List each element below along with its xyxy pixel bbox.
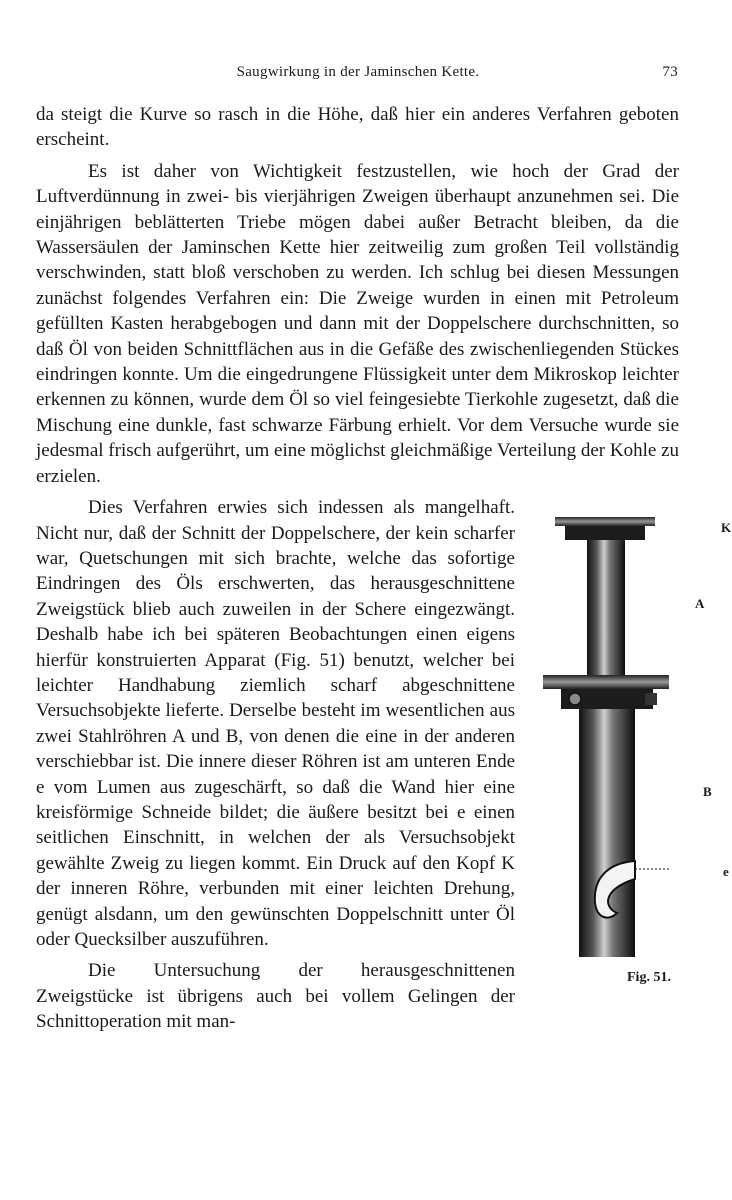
apparatus-illustration	[537, 503, 687, 973]
clamp-nut	[645, 693, 657, 705]
label-e: e	[723, 864, 729, 880]
paragraph-2	[36, 159, 679, 489]
running-title: Saugwirkung in der Jaminschen Kette.	[236, 64, 480, 80]
running-header	[36, 64, 680, 86]
label-a: A	[695, 596, 705, 612]
paragraph-4: Die Untersuchung der herausgeschnittenen Zweigstücke ist übrigens auch bei vollem Gelingen der Schnittoperation mit man-	[36, 960, 515, 1033]
label-b: B	[703, 784, 712, 800]
body-text	[36, 102, 732, 1035]
paragraph-2-figure-text: Dies Verfahren erwies sich indessen als mangelhaft. Nicht nur, daß der Schnitt der Doppelschere, der kein scharfer war, Quetschungen mit sich brachte, welche das sofortige Eindringen des Öls erschwerten, das herausgeschnittene Zweigstück blieb auch zuweilen in der Schere eingezwängt. Deshalb habe ich bei späteren Beobachtungen einen eigens hierfür konstruierten Apparat (Fig. 51) benutzt, welcher bei leichter Handhabung ziemlich scharf abgeschnittene Versuchsobjekte lieferte. Derselbe besteht im wesentlichen aus zwei Stahlröhren A und B, von denen die eine in der anderen verschiebbar ist. Die innere dieser Röhren ist am unteren Ende e vom Lumen aus zugeschärft, so daß die Wand hier eine kreisförmige Schneide bildet; die äußere besitzt bei e einen seitlichen Einschnitt, in welchen der als Versuchsobjekt gewählte Zweig zu liegen kommt. Ein Druck auf den Kopf K der inneren Röhre, verbunden mit einer leichten Drehung, genügt alsdann, um den gewünschten Doppelschnitt unter Öl oder Quecksilber auszuführen.	[36, 497, 515, 950]
clamp-screw	[569, 693, 581, 705]
collar-knurl	[543, 675, 669, 689]
figure-caption: Fig. 51.	[627, 970, 671, 986]
page-number: 73	[662, 64, 678, 80]
paragraph-3	[36, 495, 732, 986]
head-cap	[565, 526, 645, 540]
paragraph-1: da steigt die Kurve so rasch in die Höhe, daß hier ein anderes Verfahren geboten erscheint.	[36, 104, 679, 151]
head-knurl	[555, 517, 655, 526]
outer-tube-b	[579, 709, 635, 957]
label-k: K	[721, 520, 732, 536]
figure-51	[537, 503, 732, 991]
paragraph-2-text: Es ist daher von Wichtigkeit festzustellen, wie hoch der Grad der Luftverdünnung in zwei- bis vierjährigen Zweigen überhaupt anzunehmen sei. Die einjährigen beblätterten Triebe mögen dabei außer Betracht bleiben, da die Wassersäulen der Jaminschen Kette hier zeitweilig zum großen Teil vollständig verschwinden, statt bloß verschoben zu werden. Ich schlug bei diesen Messungen zunächst folgendes Verfahren ein: Die Zweige wurden in einen mit Petroleum gefüllten Kasten herabgebogen und dann mit der Doppelschere durchschnitten, so daß Öl von beiden Schnittflächen aus in die Gefäße des zwischenliegenden Stückes eindringen konnte. Um die eingedrungene Flüssigkeit unter dem Mikroskop leichter erkennen zu können, wurde dem Öl so viel feingesiebte Tierkohle zugesetzt, daß die Mischung eine dunkle, fast schwarze Färbung erhielt. Vor dem Versuche wurde sie jedesmal frisch aufgerührt, um eine möglichst gleichmäßige Verteilung der Kohle zu erzielen.	[36, 160, 679, 487]
